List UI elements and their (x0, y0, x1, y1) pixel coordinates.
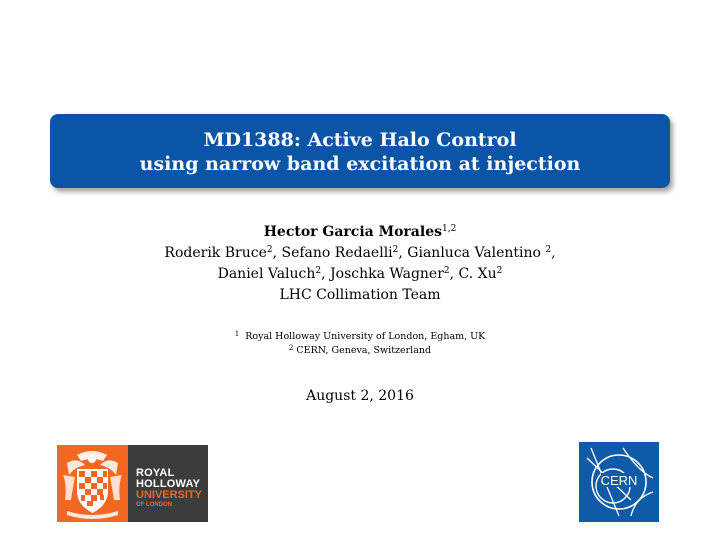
author-line-2 (0, 243, 720, 264)
author-list (0, 222, 720, 306)
presentation-date: August 2, 2016 (306, 388, 414, 404)
author-name: Sefano Redaelli (281, 245, 393, 261)
author-sep: , (272, 245, 282, 261)
author-affil: 2 (266, 245, 273, 255)
author-name: Joschka Wagner (330, 266, 444, 282)
affiliation-2 (0, 344, 720, 358)
team-name: LHC Collimation Team (279, 287, 441, 303)
affiliations (0, 330, 720, 358)
author-affil: 2 (443, 266, 450, 276)
author-line-3 (0, 264, 720, 285)
title-box (50, 114, 670, 188)
title-line-2: using narrow band excitation at injection (139, 153, 581, 175)
author-affil: 2 (392, 245, 399, 255)
rhul-logo (57, 445, 208, 522)
author-sep: , (398, 245, 408, 261)
crest-icon (57, 445, 128, 522)
author-sep: , (551, 245, 556, 261)
affiliation-text: Royal Holloway University of London, Egham, UK (245, 331, 486, 342)
author-name: Daniel Valuch (217, 266, 316, 282)
rhul-line-3: UNIVERSITY (136, 489, 203, 501)
author-sep: , (449, 266, 459, 282)
rhul-line-4: OF LONDON (136, 502, 172, 508)
cern-icon (579, 442, 659, 522)
rhul-line-2: HOLLOWAY (136, 478, 201, 490)
author-name: Roderik Bruce (164, 245, 267, 261)
affiliation-1 (0, 330, 720, 344)
rhul-wordmark (128, 445, 208, 522)
cern-logo-text: CERN (600, 473, 638, 488)
title-line-1: MD1388: Active Halo Control (203, 129, 517, 151)
main-author-affil: 1,2 (441, 224, 457, 234)
author-affil: 2 (315, 266, 322, 276)
author-affil: 2 (496, 266, 503, 276)
affiliation-text: CERN, Geneva, Switzerland (296, 345, 432, 356)
author-sep: , (321, 266, 331, 282)
author-name: Gianluca Valentino (407, 245, 546, 261)
rhul-line-1: ROYAL (136, 467, 175, 479)
main-author: Hector Garcia Morales (263, 224, 442, 240)
affiliation-number: 1 (234, 330, 240, 338)
author-name: C. Xu (458, 266, 497, 282)
author-line-1 (0, 222, 720, 243)
author-affil: 2 (545, 245, 552, 255)
affiliation-number: 2 (288, 344, 294, 352)
